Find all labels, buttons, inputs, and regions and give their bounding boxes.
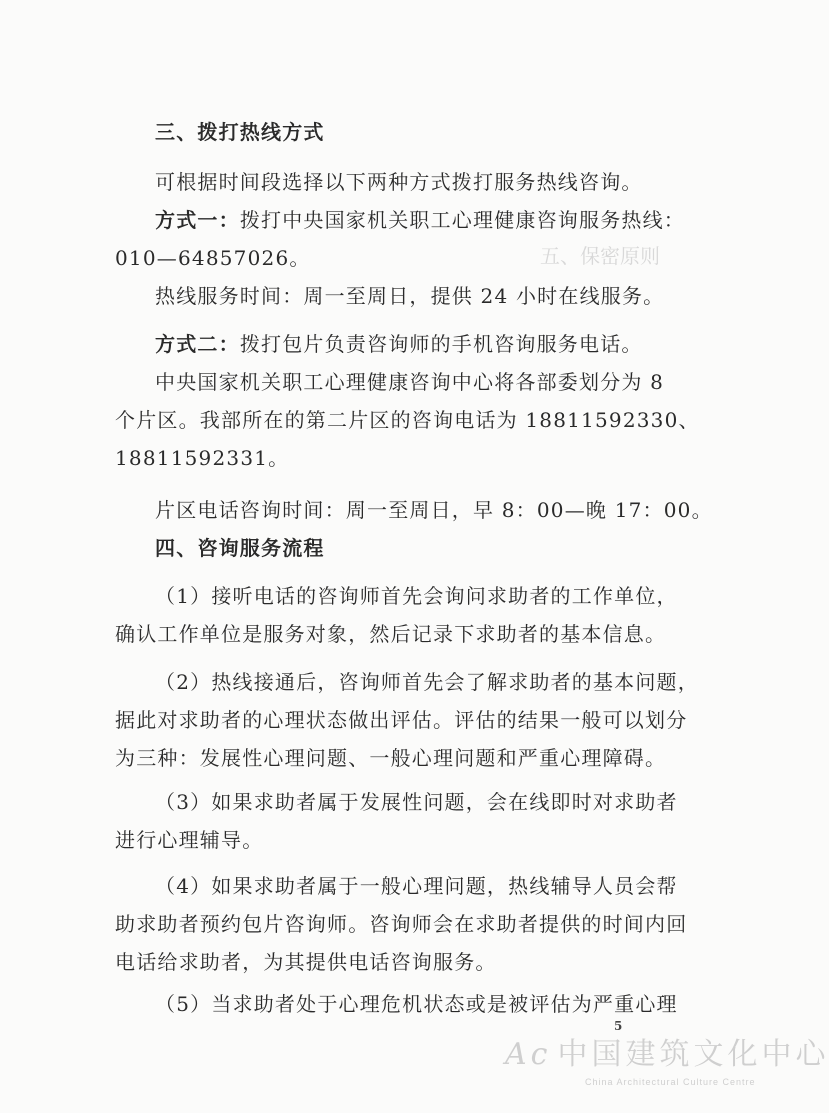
text-line xyxy=(115,622,666,646)
watermark xyxy=(505,1037,829,1098)
heading-text: 四、咨询服务流程 xyxy=(155,536,325,560)
body-text: （4）如果求助者属于一般心理问题，热线辅导人员会帮 xyxy=(155,874,678,898)
text-line xyxy=(155,170,643,194)
body-text: 18811592331。 xyxy=(115,446,290,470)
page-number: 5 xyxy=(614,1019,623,1033)
heading-text: 方式一： xyxy=(155,208,240,232)
text-line xyxy=(115,708,687,732)
body-text: 助求助者预约包片咨询师。咨询师会在求助者提供的时间内回 xyxy=(115,912,688,936)
text-line xyxy=(115,246,311,270)
text-line xyxy=(115,408,700,432)
body-text: 热线服务时间：周一至周日，提供 24 小时在线服务。 xyxy=(155,284,665,308)
body-text: 拨打包片负责咨询师的手机咨询服务电话。 xyxy=(239,332,643,356)
text-line xyxy=(115,950,497,974)
heading-text: 三、拨打热线方式 xyxy=(155,120,325,144)
text-line xyxy=(115,746,666,770)
body-text: 个片区。我部所在的第二片区的咨询电话为 18811592330、 xyxy=(115,408,700,432)
body-text: 中央国家机关职工心理健康咨询中心将各部委划分为 8 xyxy=(155,370,665,394)
text-line xyxy=(155,498,713,522)
text-line xyxy=(155,120,325,144)
body-text: 据此对求助者的心理状态做出评估。评估的结果一般可以划分 xyxy=(115,708,688,732)
text-line xyxy=(155,370,664,394)
heading-text: 方式二： xyxy=(155,332,240,356)
text-line xyxy=(155,208,685,232)
text-line xyxy=(155,284,664,308)
body-text: 010—64857026。 xyxy=(115,246,311,270)
text-line xyxy=(155,670,699,694)
body-text: 拨打中央国家机关职工心理健康咨询服务热线： xyxy=(239,208,686,232)
body-text: （3）如果求助者属于发展性问题，会在线即时对求助者 xyxy=(155,790,678,814)
watermark-english: China Architectural Culture Centre xyxy=(585,1077,756,1087)
body-text: 确认工作单位是服务对象，然后记录下求助者的基本信息。 xyxy=(115,622,667,646)
text-line xyxy=(155,584,678,608)
text-line xyxy=(155,790,678,814)
body-text: 为三种：发展性心理问题、一般心理问题和严重心理障碍。 xyxy=(115,746,667,770)
text-line xyxy=(155,332,643,356)
body-text: 电话给求助者，为其提供电话咨询服务。 xyxy=(115,950,497,974)
body-text: 可根据时间段选择以下两种方式拨打服务热线咨询。 xyxy=(155,170,643,194)
body-text: 片区电话咨询时间：周一至周日，早 8：00—晚 17：00。 xyxy=(155,498,713,522)
text-line xyxy=(155,874,678,898)
text-line xyxy=(115,828,263,852)
body-text: 进行心理辅导。 xyxy=(115,828,264,852)
text-line xyxy=(115,912,687,936)
bleed-through-text: 五、保密原则 xyxy=(540,244,660,268)
body-text: （1）接听电话的咨询师首先会询问求助者的工作单位， xyxy=(155,584,678,608)
text-line xyxy=(115,446,289,470)
text-line xyxy=(155,992,678,1016)
body-text: （5）当求助者处于心理危机状态或是被评估为严重心理 xyxy=(155,992,678,1016)
text-line xyxy=(155,536,325,560)
watermark-logo: Ac 中国建筑文化中心 xyxy=(505,1037,829,1072)
body-text: （2）热线接通后，咨询师首先会了解求助者的基本问题， xyxy=(155,670,699,694)
